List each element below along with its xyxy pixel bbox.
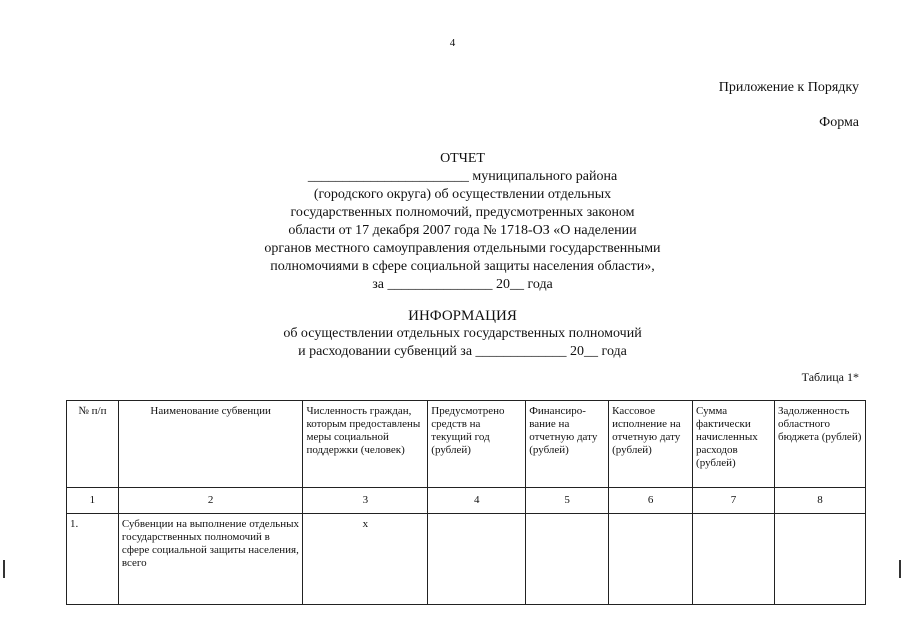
header-cell: Сумма фактически начисленных расходов (рублей)	[693, 401, 775, 488]
data-cell	[774, 514, 865, 605]
header-cell: Наименование субвенции	[118, 401, 303, 488]
page-number: 4	[449, 37, 456, 49]
column-number: 2	[118, 488, 303, 514]
table-header-row	[67, 401, 866, 488]
row-number-cell: 1.	[67, 514, 119, 605]
column-number: 7	[693, 488, 775, 514]
header-cell: Финансиро-вание на отчетную дату (рублей)	[526, 401, 609, 488]
header-cell: № п/п	[67, 401, 119, 488]
column-number: 6	[609, 488, 693, 514]
table-row	[67, 514, 866, 605]
report-line: полномочиями в сфере социальной защиты населения области»,	[270, 259, 655, 274]
column-number: 1	[67, 488, 119, 514]
header-cell: Кассовое исполнение на отчетную дату (рублей)	[609, 401, 693, 488]
scan-edge-mark	[899, 560, 901, 578]
scan-edge-mark	[3, 560, 5, 578]
column-number: 4	[428, 488, 526, 514]
report-line: государственных полномочий, предусмотренных законом	[290, 205, 635, 220]
info-line: об осуществлении отдельных государственных полномочий	[283, 326, 642, 341]
report-table	[66, 400, 866, 605]
form-label: Форма	[819, 115, 859, 130]
data-cell	[609, 514, 693, 605]
header-cell: Численность граждан, которым предоставлены меры социальной поддержки (человек)	[303, 401, 428, 488]
appendix-label: Приложение к Порядку	[718, 80, 859, 95]
report-line: области от 17 декабря 2007 года № 1718-ОЗ «О наделении	[288, 223, 637, 238]
data-cell	[428, 514, 526, 605]
info-heading	[80, 307, 845, 361]
report-title: ОТЧЕТ	[440, 151, 485, 166]
report-line: органов местного самоуправления отдельными государственными	[264, 241, 661, 256]
header-cell: Задолженность областного бюджета (рублей)	[774, 401, 865, 488]
data-cell	[693, 514, 775, 605]
column-number-row	[67, 488, 866, 514]
table-label: Таблица 1*	[801, 370, 859, 384]
info-line: и расходовании субвенций за _____________ 20__ года	[298, 344, 627, 359]
subvention-name-cell: Субвенции на выполнение отдельных государственных полномочий в сфере социальной защиты населения, всего	[118, 514, 303, 605]
column-number: 3	[303, 488, 428, 514]
report-period-line: за _______________ 20__ года	[372, 277, 553, 292]
data-cell: х	[303, 514, 428, 605]
report-heading	[80, 150, 845, 294]
report-line: _______________________ муниципального района	[307, 169, 618, 184]
info-title: ИНФОРМАЦИЯ	[408, 308, 517, 324]
data-cell	[526, 514, 609, 605]
column-number: 8	[774, 488, 865, 514]
column-number: 5	[526, 488, 609, 514]
report-line: (городского округа) об осуществлении отдельных	[313, 187, 612, 202]
header-cell: Предусмотрено средств на текущий год (рублей)	[428, 401, 526, 488]
